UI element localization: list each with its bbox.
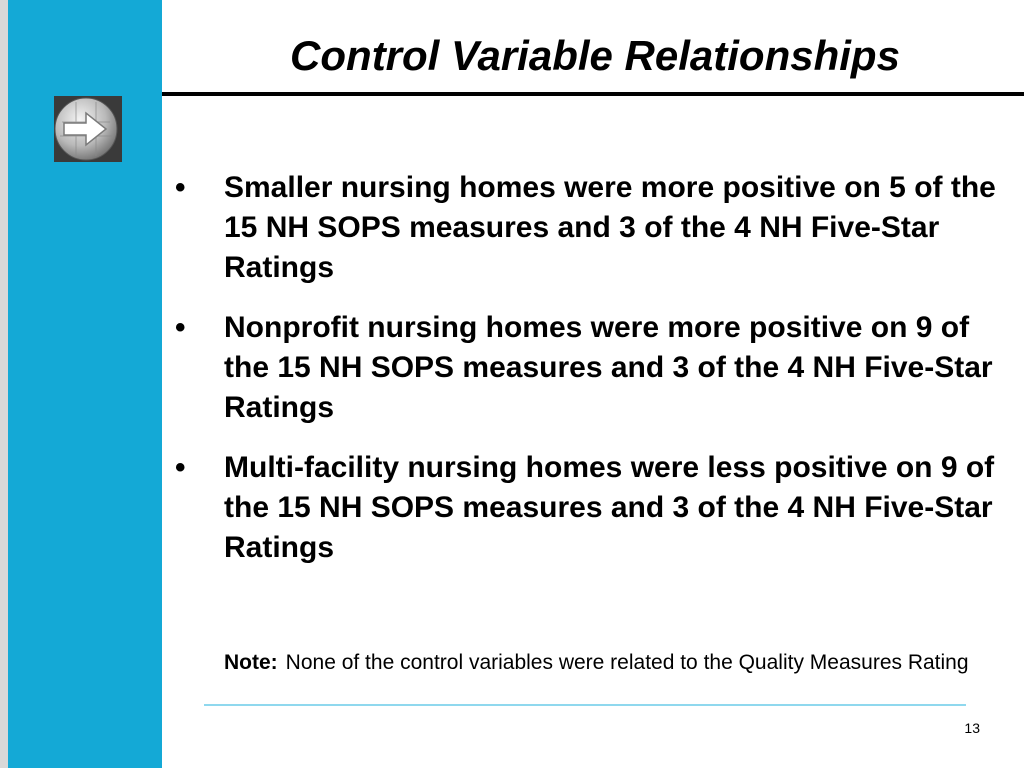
note-label: Note:	[224, 651, 278, 674]
list-item	[175, 448, 1020, 568]
list-item	[175, 308, 1020, 428]
note-text: None of the control variables were related to the Quality Measures Rating	[285, 651, 969, 674]
title-divider	[162, 92, 1024, 96]
arrow-right-icon	[50, 94, 124, 164]
footer-divider	[204, 704, 966, 706]
bullet-text: Nonprofit nursing homes were more positive on 9 of the 15 NH SOPS measures and 3 of the 4 NH Five-Star Ratings	[224, 311, 993, 424]
bullet-marker: •	[175, 171, 186, 204]
bullet-text: Smaller nursing homes were more positive on 5 of the 15 NH SOPS measures and 3 of the 4 NH Five-Star Ratings	[224, 171, 996, 284]
bullet-list	[175, 168, 1020, 588]
page-title: Control Variable Relationships	[290, 32, 900, 79]
bullet-marker: •	[175, 451, 186, 484]
bullet-text: Multi-facility nursing homes were less positive on 9 of the 15 NH SOPS measures and 3 of the 4 NH Five-Star Ratings	[224, 451, 995, 564]
side-bar-edge	[0, 0, 8, 768]
page-number: 13	[964, 720, 980, 736]
bullet-marker: •	[175, 311, 186, 344]
list-item	[175, 168, 1020, 288]
note	[224, 649, 1024, 676]
